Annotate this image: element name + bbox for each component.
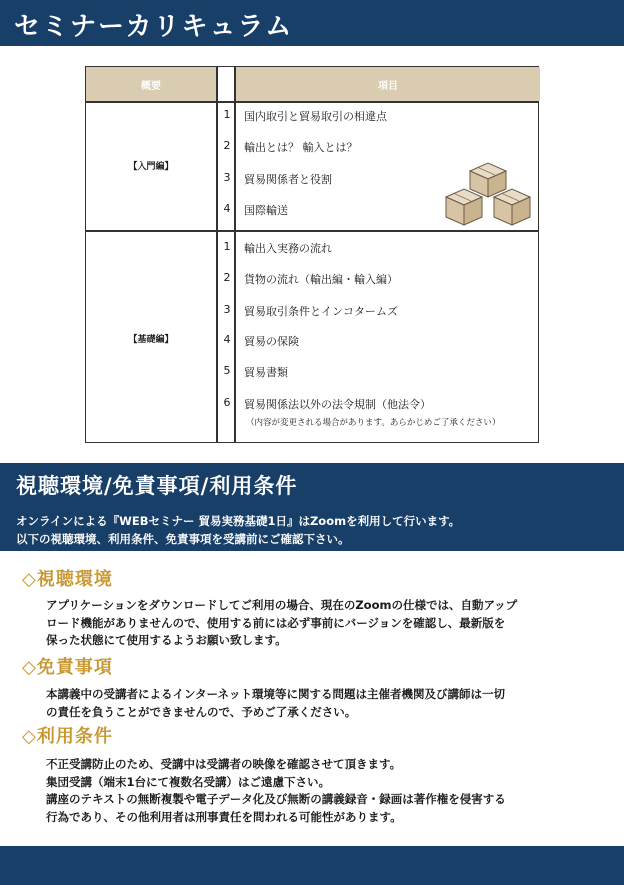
category-intro: 【入門編】 <box>128 162 174 172</box>
paragraph-line: 保った状態にて使用するようお願い致します。 <box>46 633 287 647</box>
section-heading-terms: ◇利用条件 <box>22 726 113 747</box>
curriculum-note: （内容が変更される場合があります。あらかじめご了承ください） <box>246 418 501 428</box>
terms-band <box>0 463 624 551</box>
terms-intro-line: オンラインによる『WEBセミナー 貿易実務基礎1日』はZoomを利用して行います。 <box>16 514 461 528</box>
paragraph-line: 本講義中の受講者によるインターネット環境等に関する問題は主催者機関及び講師は一切 <box>46 687 505 701</box>
table-header-items: 項目 <box>378 81 398 92</box>
table-header-overview: 概要 <box>141 81 161 92</box>
paragraph-line: アプリケーションをダウンロードしてご利用の場合、現在のZoomの仕様では、自動アップ <box>46 598 518 612</box>
item-number: 5 <box>223 364 231 377</box>
item-text: 国際輸送 <box>244 204 288 217</box>
item-text: 貿易関係者と役割 <box>244 173 332 186</box>
paragraph-line: ロード機能がありませんので、使用する前には必ず事前にバージョンを確認し、最新版を <box>46 615 506 630</box>
section-heading-environment: ◇視聴環境 <box>22 569 113 590</box>
footer-band <box>0 846 624 885</box>
item-text: 輸出入実務の流れ <box>244 242 332 255</box>
item-number: 3 <box>223 303 231 316</box>
curriculum-table <box>85 66 539 443</box>
table-divider <box>216 67 218 442</box>
cardboard-boxes-icon <box>444 161 536 231</box>
item-number: 6 <box>223 396 231 409</box>
header-band <box>0 0 624 46</box>
category-basic: 【基礎編】 <box>128 335 174 345</box>
item-number: 1 <box>223 108 231 121</box>
paragraph-line: 行為であり、その他利用者は刑事責任を問われる可能性があります。 <box>46 809 402 824</box>
paragraph-line: 講座のテキストの無断複製や電子データ化及び無断の講義録音・録画は著作権を侵害する <box>46 792 506 806</box>
page-title: セミナーカリキュラム <box>14 12 294 42</box>
table-divider <box>234 67 236 442</box>
item-text: 貿易の保険 <box>244 335 299 348</box>
item-text: 輸出とは？ 輸入とは？ <box>244 141 358 154</box>
item-number: 3 <box>223 171 231 184</box>
terms-title: 視聴環境/免責事項/利用条件 <box>16 473 298 498</box>
paragraph-line: の責任を負うことができませんので、予めご了承ください。 <box>46 704 357 719</box>
section-heading-disclaimer: ◇免責事項 <box>22 657 113 678</box>
section-body-disclaimer <box>46 686 616 721</box>
item-text: 国内取引と貿易取引の相違点 <box>244 110 387 123</box>
item-number: 2 <box>223 139 231 152</box>
item-number: 2 <box>223 271 231 284</box>
terms-intro-line: 以下の視聴環境、利用条件、免責事項を受講前にご確認下さい。 <box>16 532 350 546</box>
item-number: 4 <box>223 333 231 346</box>
paragraph-line: 不正受講防止のため、受講中は受講者の映像を確認させて頂きます。 <box>46 757 402 771</box>
section-body-terms <box>46 756 616 826</box>
item-text: 貿易書類 <box>244 366 288 379</box>
section-body-environment <box>46 597 616 650</box>
item-number: 4 <box>223 202 231 215</box>
item-text: 貿易関係法以外の法令規制（他法令） <box>244 398 431 411</box>
table-divider <box>86 101 538 103</box>
item-text: 貿易取引条件とインコタームズ <box>244 305 398 318</box>
item-text: 貨物の流れ（輸出編・輸入編） <box>244 273 398 286</box>
item-number: 1 <box>223 240 231 253</box>
paragraph-line: 集団受講（端末1台にて複数名受講）はご遠慮下さい。 <box>46 774 330 789</box>
